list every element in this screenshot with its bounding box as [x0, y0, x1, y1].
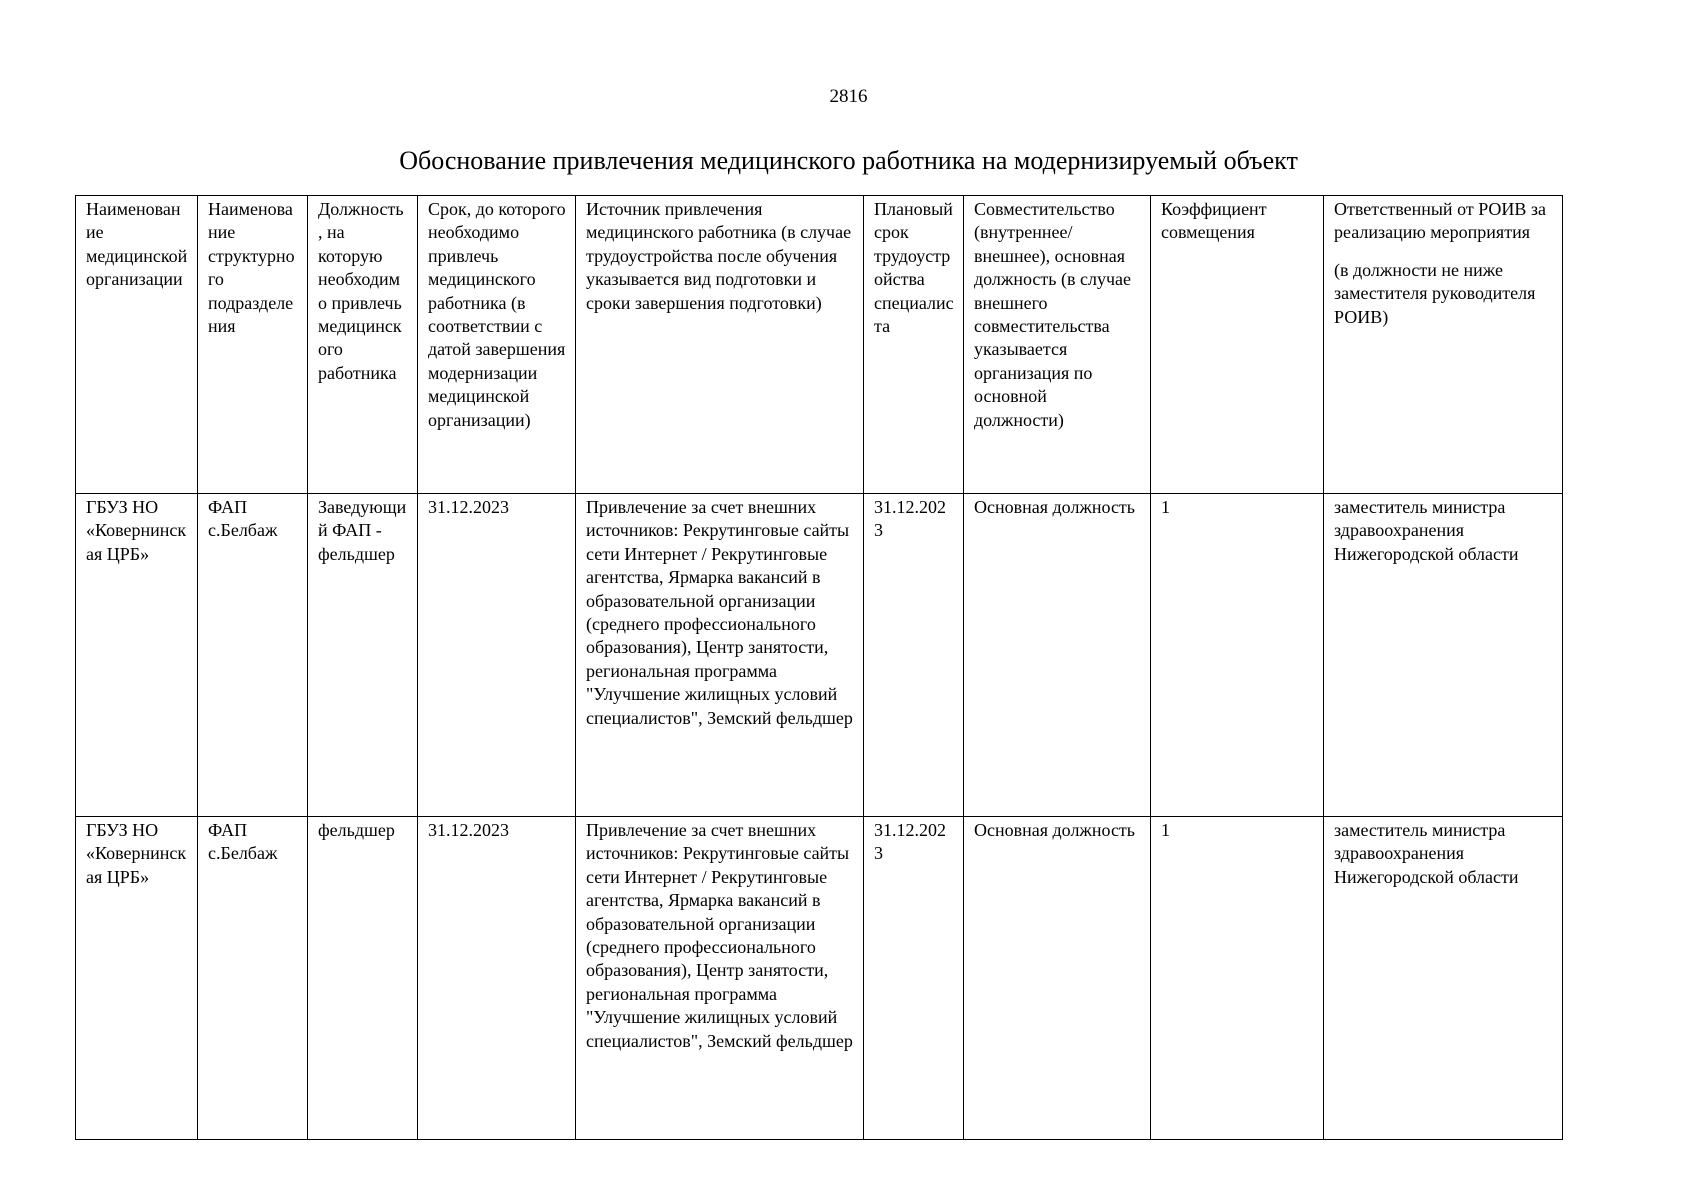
header-responsible-main: Ответственный от РОИВ за реализацию мероприятия — [1334, 199, 1547, 243]
cell-combination: Основная должность — [964, 494, 1151, 817]
cell-combination: Основная должность — [964, 817, 1151, 1140]
table-row — [76, 494, 1563, 817]
cell-position: Заведующий ФАП - фельдшер — [308, 494, 418, 817]
document-title: Обоснование привлечения медицинского работника на модернизируемый объект — [399, 146, 1298, 175]
cell-planned-date: 31.12.2023 — [864, 817, 964, 1140]
header-organization: Наименование медицинской организации — [76, 196, 198, 494]
cell-organization: ГБУЗ НО «Ковернинская ЦРБ» — [76, 494, 198, 817]
cell-unit: ФАП с.Белбаж — [198, 817, 308, 1140]
cell-planned-date: 31.12.2023 — [864, 494, 964, 817]
cell-position: фельдшер — [308, 817, 418, 1140]
cell-deadline: 31.12.2023 — [418, 817, 576, 1140]
cell-source: Привлечение за счет внешних источников: Рекрутинговые сайты сети Интернет / Рекрутинговые агентства, Ярмарка вакансий в образовательной организации (среднего профессионального образования), Центр занятости, региональная программа "Улучшение жилищных условий специалистов", Земский фельдшер — [576, 817, 864, 1140]
justification-table — [75, 195, 1563, 1140]
header-coefficient: Коэффициент совмещения — [1151, 196, 1324, 494]
header-planned-date: Плановый срок трудоустройства специалиста — [864, 196, 964, 494]
header-responsible — [1324, 196, 1563, 494]
cell-coefficient: 1 — [1151, 817, 1324, 1140]
cell-responsible: заместитель министра здравоохранения Нижегородской области — [1324, 494, 1563, 817]
cell-unit: ФАП с.Белбаж — [198, 494, 308, 817]
page-number: 2816 — [829, 86, 868, 107]
header-deadline: Срок, до которого необходимо привлечь медицинского работника (в соответствии с датой завершения модернизации медицинской организации) — [418, 196, 576, 494]
header-source: Источник привлечения медицинского работника (в случае трудоустройства после обучения указывается вид подготовки и сроки завершения подготовки) — [576, 196, 864, 494]
cell-organization: ГБУЗ НО «Ковернинская ЦРБ» — [76, 817, 198, 1140]
table-row — [76, 817, 1563, 1140]
cell-source: Привлечение за счет внешних источников: Рекрутинговые сайты сети Интернет / Рекрутинговые агентства, Ярмарка вакансий в образовательной организации (среднего профессионального образования), Центр занятости, региональная программа "Улучшение жилищных условий специалистов", Земский фельдшер — [576, 494, 864, 817]
header-unit: Наименование структурного подразделения — [198, 196, 308, 494]
table-header-row — [76, 196, 1563, 494]
cell-responsible: заместитель министра здравоохранения Нижегородской области — [1324, 817, 1563, 1140]
header-combination: Совместительство (внутреннее/внешнее), основная должность (в случае внешнего совместительства указывается организация по основной должности) — [964, 196, 1151, 494]
cell-deadline: 31.12.2023 — [418, 494, 576, 817]
header-responsible-note: (в должности не ниже заместителя руководителя РОИВ) — [1334, 259, 1536, 327]
cell-coefficient: 1 — [1151, 494, 1324, 817]
header-position: Должность, на которую необходимо привлечь медицинского работника — [308, 196, 418, 494]
